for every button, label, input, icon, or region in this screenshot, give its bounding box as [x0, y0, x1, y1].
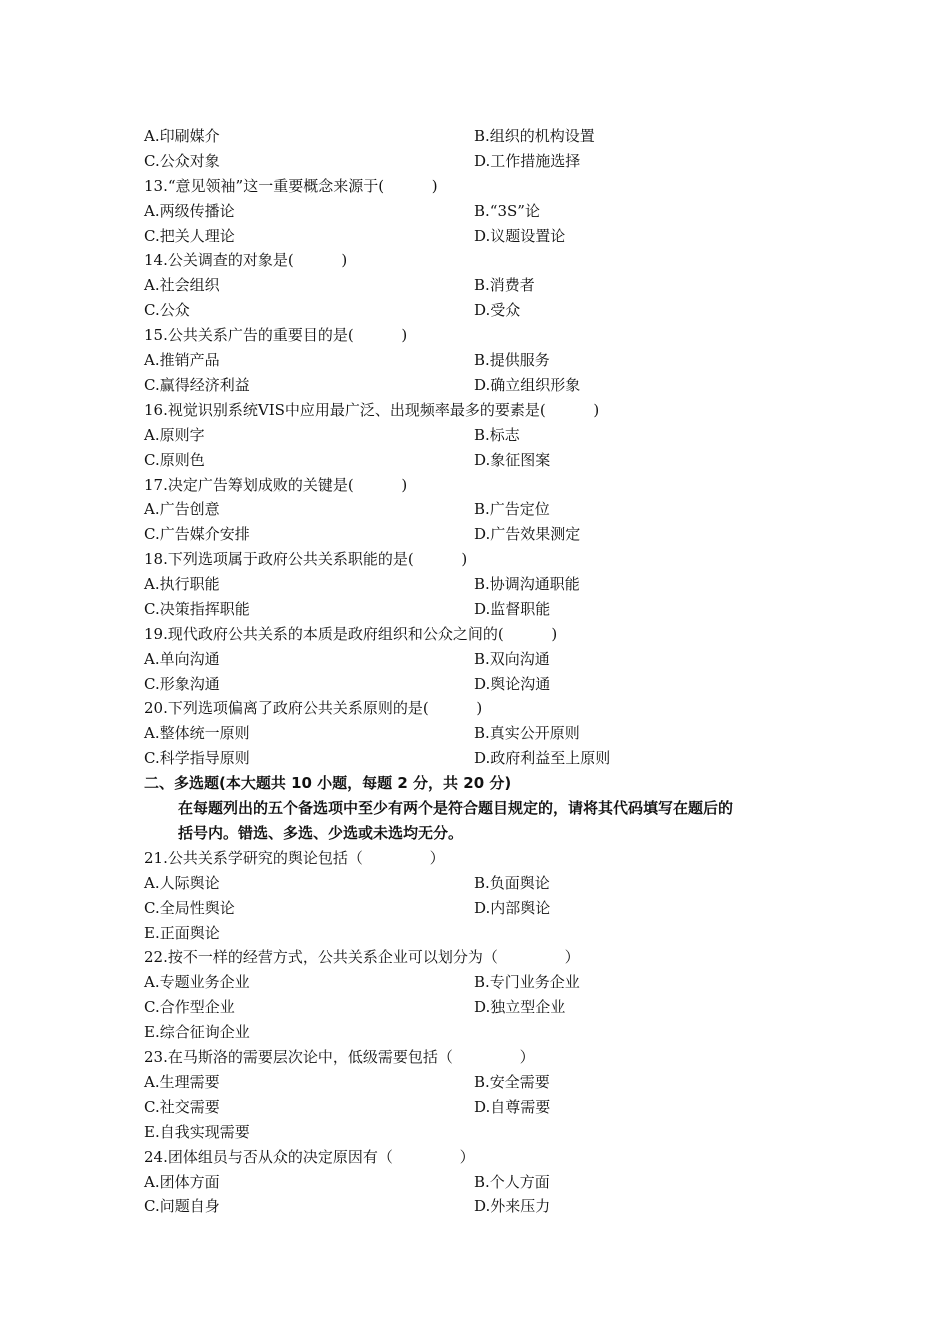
- option-d: D.象征图案: [474, 451, 551, 469]
- option-e: E.自我实现需要: [144, 1123, 250, 1141]
- option-c: C.决策指挥职能: [144, 600, 250, 618]
- option-a: A.推销产品: [144, 351, 220, 369]
- option-c: C.问题自身: [144, 1197, 220, 1215]
- option-b: B.“3S”论: [474, 202, 540, 220]
- option-b: B.专门业务企业: [474, 973, 580, 991]
- section-instructions: 括号内。错选、多选、少选或未选均无分。: [178, 824, 464, 842]
- option-a: A.两级传播论: [144, 202, 235, 220]
- question-20: 20.下列选项偏离了政府公共关系原则的是( ): [144, 699, 483, 717]
- option-a: A.专题业务企业: [144, 973, 250, 991]
- option-b: B.消费者: [474, 276, 535, 294]
- option-b: B.安全需要: [474, 1073, 550, 1091]
- option-c: C.形象沟通: [144, 675, 220, 693]
- option-b: B.标志: [474, 426, 520, 444]
- option-c: C.全局性舆论: [144, 899, 235, 917]
- option-c: C.公众对象: [144, 152, 220, 170]
- option-d: D.广告效果测定: [474, 525, 581, 543]
- question-16: 16.视觉识别系统VIS中应用最广泛、出现频率最多的要素是( ): [144, 401, 600, 419]
- option-d: D.确立组织形象: [474, 376, 581, 394]
- question-23: 23.在马斯洛的需要层次论中，低级需要包括（ ）: [144, 1048, 535, 1066]
- question-18: 18.下列选项属于政府公共关系职能的是( ): [144, 550, 468, 568]
- option-b: B.协调沟通职能: [474, 575, 580, 593]
- option-e: E.综合征询企业: [144, 1023, 250, 1041]
- option-c: C.社交需要: [144, 1098, 220, 1116]
- section-heading: 二、多选题(本大题共 10 小题，每题 2 分，共 20 分): [144, 774, 512, 792]
- question-13: 13.“意见领袖”这一重要概念来源于( ): [144, 177, 438, 195]
- option-c: C.赢得经济利益: [144, 376, 250, 394]
- option-a: A.团体方面: [144, 1173, 220, 1191]
- option-a: A.印刷媒介: [144, 127, 220, 145]
- option-a: A.生理需要: [144, 1073, 220, 1091]
- option-e: E.正面舆论: [144, 924, 220, 942]
- option-a: A.执行职能: [144, 575, 220, 593]
- option-b: B.双向沟通: [474, 650, 550, 668]
- option-a: A.广告创意: [144, 500, 220, 518]
- option-a: A.单向沟通: [144, 650, 220, 668]
- option-c: C.原则色: [144, 451, 205, 469]
- option-c: C.合作型企业: [144, 998, 235, 1016]
- option-d: D.自尊需要: [474, 1098, 551, 1116]
- option-c: C.公众: [144, 301, 190, 319]
- option-a: A.人际舆论: [144, 874, 220, 892]
- question-17: 17.决定广告筹划成败的关键是( ): [144, 476, 408, 494]
- option-d: D.工作措施选择: [474, 152, 581, 170]
- option-d: D.监督职能: [474, 600, 551, 618]
- question-15: 15.公共关系广告的重要目的是( ): [144, 326, 408, 344]
- option-d: D.内部舆论: [474, 899, 551, 917]
- section-instructions: 在每题列出的五个备选项中至少有两个是符合题目规定的，请将其代码填写在题后的: [178, 799, 734, 817]
- option-d: D.外来压力: [474, 1197, 551, 1215]
- option-b: B.组织的机构设置: [474, 127, 595, 145]
- option-b: B.负面舆论: [474, 874, 550, 892]
- option-b: B.真实公开原则: [474, 724, 580, 742]
- option-d: D.舆论沟通: [474, 675, 551, 693]
- option-d: D.独立型企业: [474, 998, 566, 1016]
- option-d: D.议题设置论: [474, 227, 566, 245]
- option-a: A.整体统一原则: [144, 724, 250, 742]
- option-d: D.政府利益至上原则: [474, 749, 611, 767]
- option-c: C.广告媒介安排: [144, 525, 250, 543]
- question-14: 14.公关调查的对象是( ): [144, 251, 348, 269]
- option-c: C.把关人理论: [144, 227, 235, 245]
- option-b: B.广告定位: [474, 500, 550, 518]
- option-a: A.原则字: [144, 426, 205, 444]
- option-d: D.受众: [474, 301, 521, 319]
- question-19: 19.现代政府公共关系的本质是政府组织和公众之间的( ): [144, 625, 558, 643]
- option-b: B.提供服务: [474, 351, 550, 369]
- question-21: 21.公共关系学研究的舆论包括（ ）: [144, 849, 445, 867]
- question-24: 24.团体组员与否从众的决定原因有（ ）: [144, 1148, 475, 1166]
- option-c: C.科学指导原则: [144, 749, 250, 767]
- option-b: B.个人方面: [474, 1173, 550, 1191]
- option-a: A.社会组织: [144, 276, 220, 294]
- question-22: 22.按不一样的经营方式，公共关系企业可以划分为（ ）: [144, 948, 580, 966]
